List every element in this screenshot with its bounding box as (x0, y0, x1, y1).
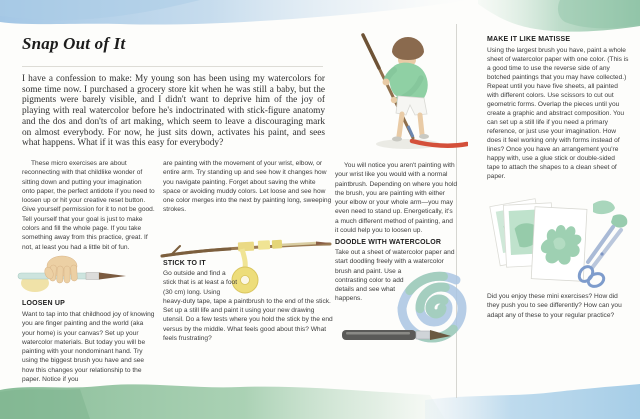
page-title: Snap Out of It (22, 34, 126, 53)
matisse-heading: MAKE IT LIKE MATISSE (487, 36, 571, 43)
boy-left-leg (399, 114, 402, 136)
intro-paragraph: I have a confession to make: My young son has been using my watercolors for some time now. I purchased a grocery store kit when he was still a baby, but the pigments were barely visible, and I didn't want to deprive him of the joy of playing with real watercolor before he's indoctrinated with stick-figure anatomy and the dos and don'ts of art making, which seem to leave a discouraging mark on almost everybody. For now, he just sits down, activates his paint, and sees what happens. What if it was this easy for everybody? (22, 74, 325, 149)
long-stick-dark-top (363, 35, 379, 68)
wash-bottom-right (425, 384, 640, 419)
stick-to-it-section (163, 260, 333, 343)
column1-lead-paragraph: These micro exercises are about reconnecting with that childlike wonder of sitting down and putting your imagination onto paper, the perfect antidote if you need to loosen up or hit your creative reset button. Give yourself permission for it to not be good. Tell yourself that your goal is just to make colors and fill the whole page. If you take something away from this practice, great. If not, at least you had a little bit of fun. (22, 160, 155, 251)
matisse-body: Using the largest brush you have, paint a whole sheet of watercolor paper with one color. (This is a good time to use the reverse side of any botched paintings that you may have collected.) Repeat until you have five sheets, all painted with different colors. Use scissors to cut out geometric forms. Overlap the pieces until you create a graphic and abstract composition. You can set up a still life if you need a primary reference, or just use your imagination. How does it feel working only with forms instead of lines? Once you have an arrangement you're happy with, use a glue stick or double-sided tape to attach the shapes to a clean sheet of paper. (487, 47, 629, 180)
doodle-brush-ferrule (416, 331, 430, 339)
doodle-heading: DOODLE WITH WATERCOLOR (335, 239, 442, 246)
loosen-up-heading: LOOSEN UP (22, 300, 66, 307)
boy-left-shoe (392, 137, 402, 142)
stick-to-it-body: Go outside and find a stick that is at least a foot (30 cm) long. Using heavy-duty tape, tape a paintbrush to the end of the stick. Set up a still life and paint it using your new drawing utensil. Do a few tests where you hold the stick by the end versus by the middle. What feels good about this? What feels frustrating? (163, 270, 333, 343)
boy-right-shoe (419, 134, 429, 139)
loose-cutout-shapes (593, 201, 627, 228)
hand-holding-paintbrush-illustration (16, 253, 134, 297)
stick-to-it-heading: STICK TO IT (163, 260, 206, 267)
column3-result-paragraph: You will notice you aren't painting with your wrist like you would with a normal paintbrush. Depending on where you hold the brush, you are painting with either your elbow or your whole arm—you may even need to stand up. Energetically, it's a much different method of painting, and it could help you to loosen up. (335, 162, 458, 235)
title-divider (22, 66, 323, 67)
doodle-brush-handle (342, 330, 416, 340)
boy-right-leg (420, 115, 422, 134)
cutout-sheet (531, 207, 587, 282)
boy-hair (392, 37, 424, 60)
wash-bottom-left-dark (0, 389, 90, 419)
red-paint-stroke (412, 141, 467, 146)
brush-tip (99, 273, 126, 280)
loosen-up-body: Want to tap into that childhood joy of knowing you are finger painting and the world (aka your home) is your canvas? Set up your watercolor materials. But today you will be painting with your nondominant hand. Try using the biggest brush you have and see how this changes your relationship to the paper. Notice if you (22, 311, 155, 384)
closing-questions-paragraph: Did you enjoy these mini exercises? How did they push you to see differently? How can you adapt any of these to your regular practice? (487, 293, 622, 319)
paper-cutouts-scissors-illustration (489, 196, 636, 288)
boy-left-hand (383, 79, 390, 86)
boy-right-hand (391, 97, 397, 103)
spiral-doodle-illustration (338, 260, 470, 355)
doodle-brush-handle-highlight (346, 332, 410, 335)
doodle-body: Take out a sheet of watercolor paper and start doodling freely with a watercolor brush and paint. Use a contrasting color to add details and see what happens. (335, 249, 455, 303)
child-painting-illustration (336, 20, 468, 160)
column2-continuation-paragraph: are painting with the movement of your wrist, elbow, or entire arm. Try standing up and see how it changes how you navigate painting. Forget about saving the white space or avoiding muddy colors. Let loose and see how one color merges into the next by painting long, sweeping strokes. (163, 160, 332, 214)
brush-ferrule (86, 273, 99, 280)
tape-roll-text-wrap-spacer (238, 260, 333, 296)
